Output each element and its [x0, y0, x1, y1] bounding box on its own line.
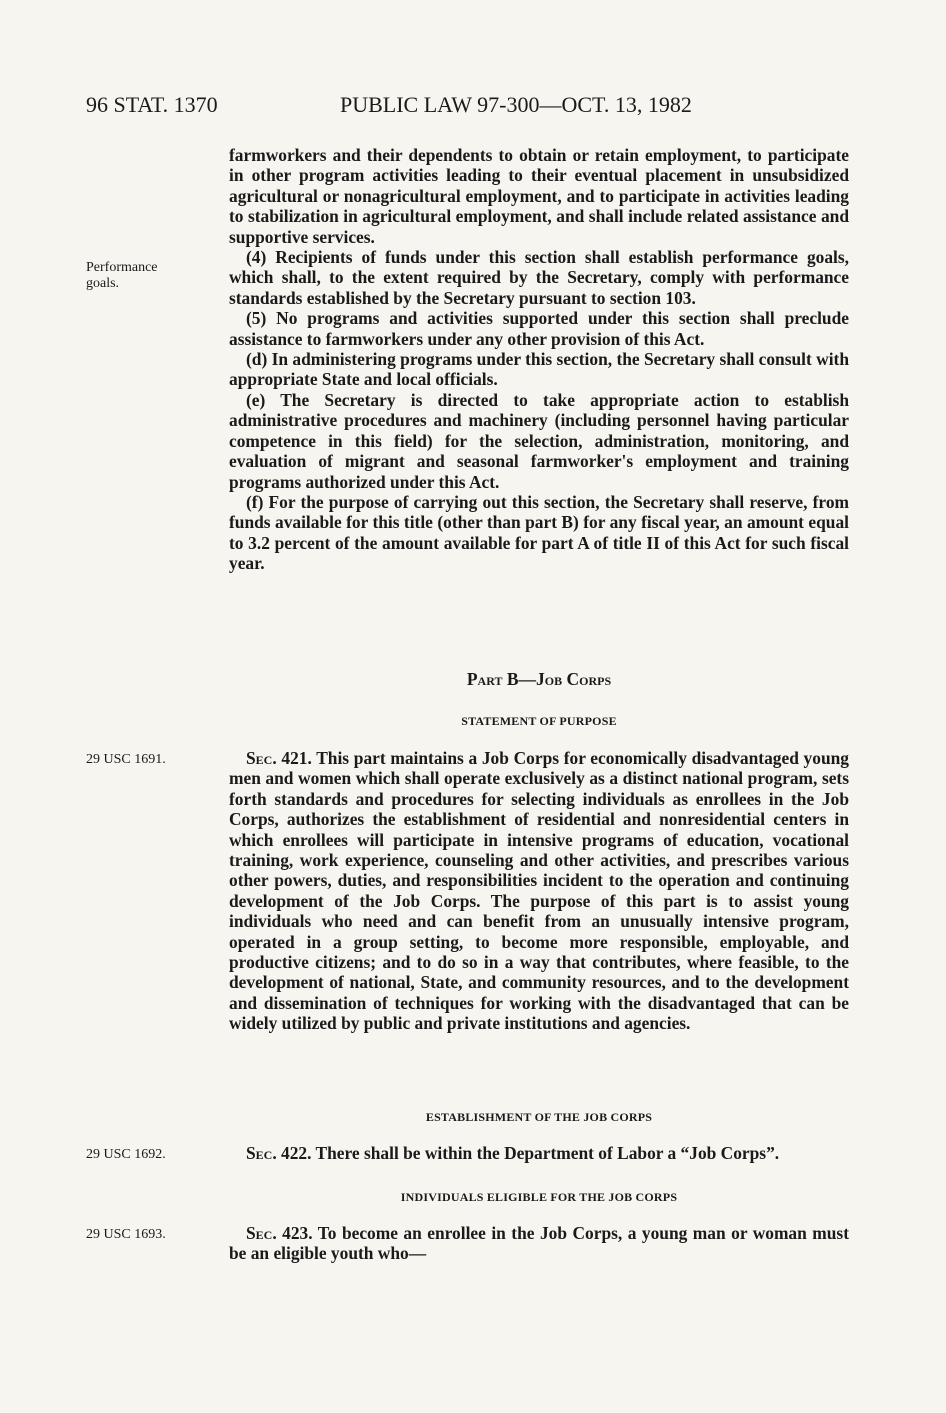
paragraph-d: (d) In administering programs under this section, the Secretary shall consult with appropriate State and local officials. [229, 349, 849, 390]
paragraph-f: (f) For the purpose of carrying out this section, the Secretary shall reserve, from funds available for this title (other than part B) for any fiscal year, an amount equal to 3.2 percent of the amount available for part A of title II of this Act for such fiscal year. [229, 491, 849, 574]
eligible-heading: INDIVIDUALS ELIGIBLE FOR THE JOB CORPS [400, 1190, 678, 1204]
establishment-heading: ESTABLISHMENT OF THE JOB CORPS [425, 1110, 653, 1124]
section-422 [229, 1143, 849, 1163]
section-423-label: Sec. 423. [246, 1223, 313, 1243]
main-text-top [229, 145, 849, 574]
section-422-paragraph [229, 1143, 849, 1163]
margin-note-usc-1693: 29 USC 1693. [86, 1227, 166, 1242]
section-423-text: To become an enrollee in the Job Corps, a young man or woman must be an eligible youth who— [229, 1223, 849, 1264]
paragraph-5: (5) No programs and activities supported under this section shall preclude assistance to farmworkers under any other provision of this Act. [229, 308, 849, 349]
statement-of-purpose-heading: STATEMENT OF PURPOSE [461, 714, 617, 728]
margin-note-usc-1691: 29 USC 1691. [86, 752, 166, 767]
margin-note-usc-1692: 29 USC 1692. [86, 1147, 166, 1162]
section-422-text: There shall be within the Department of Labor a “Job Corps”. [311, 1143, 780, 1163]
section-421-paragraph [229, 748, 849, 1034]
section-421-label: Sec. 421. [246, 748, 312, 768]
running-head [86, 92, 846, 122]
public-law-citation: PUBLIC LAW 97-300—OCT. 13, 1982 [340, 92, 692, 117]
part-b-heading [229, 669, 849, 690]
section-421 [229, 748, 849, 1034]
section-423 [229, 1223, 849, 1264]
section-423-paragraph [229, 1223, 849, 1264]
paragraph-continued: farmworkers and their dependents to obtain or retain employment, to participate in other program activities leading to their eventual placement in unsubsidized agricultural or nonagricultural employment, and to participate in activities leading to stabilization in agricultural employment, and shall include related assistance and supportive services. [229, 145, 849, 247]
paragraph-4: (4) Recipients of funds under this section shall establish performance goals, which shall, to the extent required by the Secretary, comply with performance standards established by the Secretary pursuant to section 103. [229, 247, 849, 308]
paragraph-e: (e) The Secretary is directed to take appropriate action to establish administrative procedures and machinery (including personnel having particular competence in this field) for the selection, administration, monitoring, and evaluation of migrant and seasonal farmworker's employment and training programs authorized under this Act. [229, 389, 849, 492]
section-421-text: This part maintains a Job Corps for economically disadvantaged young men and women which shall operate exclusively as a distinct national program, sets forth standards and procedures for selecting individuals as enrollees in the Job Corps, authorizes the establishment of residential and nonresidential centers in which enrollees will participate in intensive programs of education, vocational training, work experience, counseling and other activities, and prescribes various other powers, duties, and responsibilities incident to the operation and continuing development of the Job Corps. The purpose of this part is to assist young individuals who need and can benefit from an unusually intensive program, operated in a group setting, to become more responsible, employable, and productive citizens; and to do so in a way that contributes, where feasible, to the development of national, State, and community resources, and to the development and dissemination of techniques for working with the disadvantaged that can be widely utilized by public and private institutions and agencies. [229, 748, 849, 1034]
margin-note-performance-goals: Performance goals. [86, 260, 158, 291]
section-422-label: Sec. 422. [246, 1143, 312, 1163]
statute-page-number: 96 STAT. 1370 [86, 92, 218, 117]
part-b-heading-text: Part B—Job Corps [466, 669, 612, 689]
